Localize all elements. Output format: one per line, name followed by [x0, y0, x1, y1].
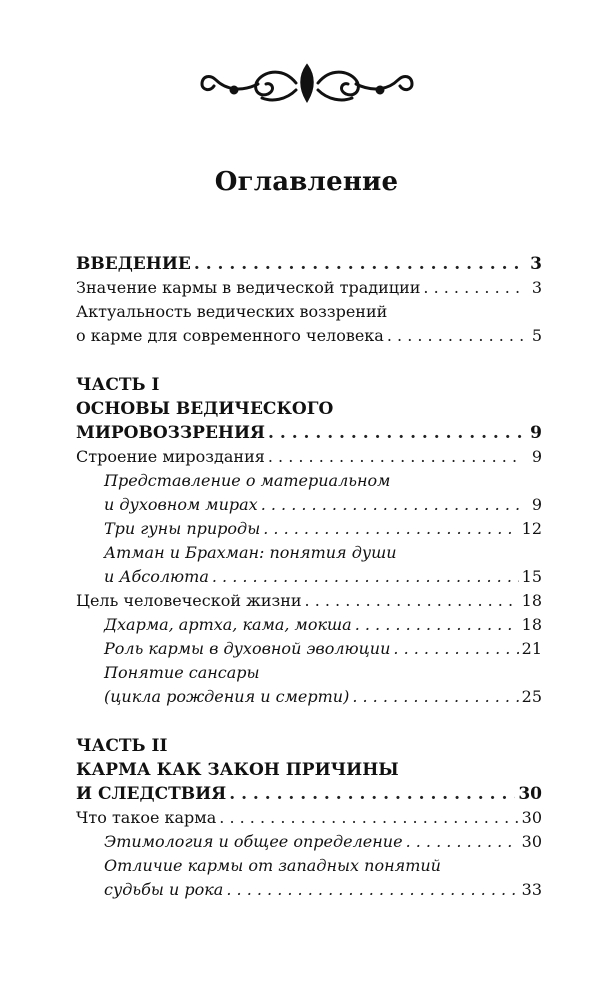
toc-page-number: 33: [521, 880, 542, 899]
part-title: ОСНОВЫ ВЕДИЧЕСКОГО: [76, 399, 334, 419]
toc-subentry[interactable]: [76, 613, 542, 637]
toc-entry[interactable]: [76, 324, 542, 348]
toc-subentry[interactable]: [76, 830, 542, 854]
toc-entry-line1[interactable]: [76, 300, 542, 324]
dot-leader: [226, 878, 518, 902]
part-heading[interactable]: [76, 758, 542, 782]
toc-entry-label: Три гуны природы: [104, 519, 261, 538]
dot-leader: [393, 637, 518, 661]
dot-leader: [387, 324, 523, 348]
toc-entry-label: судьбы и рока: [104, 880, 224, 899]
dot-leader: [352, 685, 518, 709]
toc-subentry-line1[interactable]: [76, 469, 542, 493]
toc-page-number: 25: [521, 687, 542, 706]
toc-subentry-line1[interactable]: [76, 661, 542, 685]
toc-entry[interactable]: [76, 782, 542, 806]
toc-entry[interactable]: [76, 276, 542, 300]
toc-entry-label: Цель человеческой жизни: [76, 591, 302, 610]
part-heading[interactable]: [76, 373, 542, 397]
part-heading[interactable]: [76, 397, 542, 421]
dot-leader: [268, 421, 523, 445]
dot-leader: [261, 493, 523, 517]
toc-entry-label: Что такое карма: [76, 808, 217, 827]
toc-page-number: 9: [530, 423, 542, 443]
toc-entry-label: Представление о материальном: [104, 471, 391, 490]
toc-entry-label: Атман и Брахман: понятия души: [104, 543, 397, 562]
part-number: ЧАСТЬ II: [76, 736, 168, 756]
toc-entry-label: Отличие кармы от западных понятий: [104, 856, 441, 875]
toc-page-number: 18: [521, 591, 542, 610]
part-title: И СЛЕДСТВИЯ: [76, 784, 227, 804]
dot-leader: [212, 565, 519, 589]
toc-page-number: 30: [518, 784, 542, 804]
toc-entry-label: ВВЕДЕНИЕ: [76, 254, 191, 274]
toc-subentry[interactable]: [76, 565, 542, 589]
toc-page-number: 3: [530, 254, 542, 274]
toc-subentry[interactable]: [76, 517, 542, 541]
toc-entry-label: Дхарма, артха, кама, мокша: [104, 615, 352, 634]
dot-leader: [355, 613, 519, 637]
toc-entry-label: о карме для современного человека: [76, 326, 384, 345]
part-number: ЧАСТЬ I: [76, 375, 160, 395]
page-title: Оглавление: [214, 167, 399, 197]
toc-page-number: 5: [531, 326, 542, 345]
table-of-contents: [76, 252, 542, 902]
toc-entry-label: Роль кармы в духовной эволюции: [104, 639, 391, 658]
toc-page-number: 9: [531, 447, 542, 466]
toc-subentry[interactable]: [76, 685, 542, 709]
toc-entry[interactable]: [76, 445, 542, 469]
toc-subentry-line1[interactable]: [76, 854, 542, 878]
part-title: КАРМА КАК ЗАКОН ПРИЧИНЫ: [76, 760, 399, 780]
toc-entry-label: Актуальность ведических воззрений: [76, 302, 388, 321]
toc-page-number: 30: [521, 808, 542, 827]
toc-page-number: 21: [521, 639, 542, 658]
toc-entry-label: Строение мироздания: [76, 447, 265, 466]
dot-leader: [194, 252, 523, 276]
toc-entry-label: Этимология и общее определение: [104, 832, 403, 851]
dot-leader: [263, 517, 518, 541]
toc-entry[interactable]: [76, 589, 542, 613]
toc-page-number: 15: [521, 567, 542, 586]
toc-page-number: 3: [531, 278, 542, 297]
part-title: МИРОВОЗЗРЕНИЯ: [76, 423, 266, 443]
toc-page-number: 30: [521, 832, 542, 851]
toc-entry-label: Значение кармы в ведической традиции: [76, 278, 421, 297]
dot-leader: [268, 445, 523, 469]
toc-subentry-line1[interactable]: [76, 541, 542, 565]
dot-leader: [406, 830, 519, 854]
toc-entry-label: и Абсолюта: [104, 567, 209, 586]
part-heading[interactable]: [76, 734, 542, 758]
dot-leader: [219, 806, 518, 830]
toc-page-number: 9: [531, 495, 542, 514]
toc-entry-label: и духовном мирах: [104, 495, 258, 514]
toc-entry-label: Понятие сансары: [104, 663, 260, 682]
dot-leader: [229, 782, 515, 806]
toc-subentry[interactable]: [76, 878, 542, 902]
toc-page-number: 12: [521, 519, 542, 538]
toc-page-number: 18: [521, 615, 542, 634]
ornament-icon: [196, 58, 418, 108]
toc-entry[interactable]: [76, 806, 542, 830]
toc-entry[interactable]: [76, 421, 542, 445]
dot-leader: [423, 276, 523, 300]
toc-entry[interactable]: [76, 252, 542, 276]
toc-entry-label: (цикла рождения и смерти): [104, 687, 350, 706]
dot-leader: [305, 589, 519, 613]
toc-subentry[interactable]: [76, 493, 542, 517]
toc-subentry[interactable]: [76, 637, 542, 661]
